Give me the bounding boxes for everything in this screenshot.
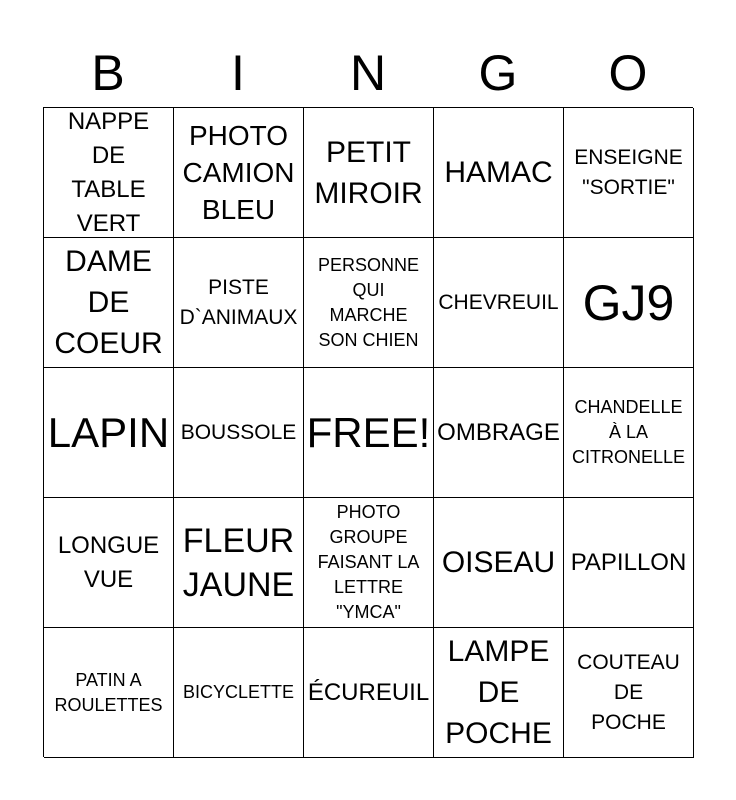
- bingo-cell[interactable]: [174, 368, 304, 498]
- cell-text: CHANDELLE À LA CITRONELLE: [571, 397, 686, 467]
- cell-text: BICYCLETTE: [182, 682, 295, 702]
- cell-text: PERSONNE QUI MARCHE SON CHIEN: [317, 254, 420, 350]
- bingo-cell[interactable]: [564, 498, 694, 628]
- bingo-cell[interactable]: [44, 628, 174, 758]
- cell-text: LAPIN: [47, 408, 170, 456]
- bingo-cell[interactable]: [174, 238, 304, 368]
- header-letter-o: O: [608, 45, 648, 101]
- bingo-cell[interactable]: [44, 108, 174, 238]
- bingo-cell[interactable]: [564, 238, 694, 368]
- cell-text: BOUSSOLE: [180, 420, 297, 444]
- cell-text: CHEVREUIL: [438, 290, 559, 314]
- cell-text: PHOTO GROUPE FAISANT LA LETTRE "YMCA": [317, 502, 420, 622]
- bingo-cell[interactable]: [434, 238, 564, 368]
- cell-text: PISTE D`ANIMAUX: [179, 275, 298, 329]
- bingo-cell[interactable]: [564, 368, 694, 498]
- cell-text: ÉCUREUIL: [307, 678, 430, 706]
- bingo-cell[interactable]: [44, 498, 174, 628]
- bingo-header: [43, 38, 693, 108]
- bingo-cell[interactable]: [44, 368, 174, 498]
- cell-text: COUTEAU DE POCHE: [577, 650, 680, 734]
- bingo-cell free-space[interactable]: [304, 368, 434, 498]
- header-letter-g: G: [478, 45, 518, 101]
- bingo-cell[interactable]: [304, 498, 434, 628]
- cell-text: OISEAU: [441, 546, 556, 579]
- bingo-cell[interactable]: [304, 628, 434, 758]
- bingo-cell[interactable]: [434, 108, 564, 238]
- header-letter-b: B: [91, 45, 125, 101]
- cell-text: LAMPE DE POCHE: [445, 635, 552, 750]
- bingo-cell[interactable]: [44, 238, 174, 368]
- bingo-cell[interactable]: [174, 628, 304, 758]
- bingo-cell[interactable]: [304, 108, 434, 238]
- bingo-cell[interactable]: [564, 628, 694, 758]
- cell-text: PHOTO CAMION BLEU: [182, 120, 295, 225]
- bingo-cell[interactable]: [434, 498, 564, 628]
- bingo-board: [43, 107, 693, 757]
- bingo-cell[interactable]: [434, 628, 564, 758]
- header-letter-i: I: [231, 45, 245, 101]
- bingo-cell[interactable]: [304, 238, 434, 368]
- cell-text: LONGUE VUE: [57, 531, 160, 593]
- cell-text: PAPILLON: [570, 548, 687, 576]
- cell-text: PATIN A ROULETTES: [54, 669, 163, 715]
- bingo-cell[interactable]: [564, 108, 694, 238]
- cell-text: PETIT MIROIR: [314, 135, 423, 210]
- cell-text: FREE!: [306, 408, 431, 456]
- cell-text: HAMAC: [444, 156, 553, 189]
- cell-text: FLEUR JAUNE: [182, 521, 295, 604]
- cell-text: OMBRAGE: [437, 418, 560, 446]
- bingo-cell[interactable]: [434, 368, 564, 498]
- cell-text: ENSEIGNE "SORTIE": [574, 145, 683, 199]
- cell-text: DAME DE COEUR: [54, 245, 163, 360]
- bingo-cell[interactable]: [174, 498, 304, 628]
- header-letter-n: N: [349, 45, 387, 101]
- bingo-cell[interactable]: [174, 108, 304, 238]
- cell-text: NAPPE DE TABLE VERT: [67, 108, 150, 237]
- cell-text: GJ9: [582, 274, 675, 331]
